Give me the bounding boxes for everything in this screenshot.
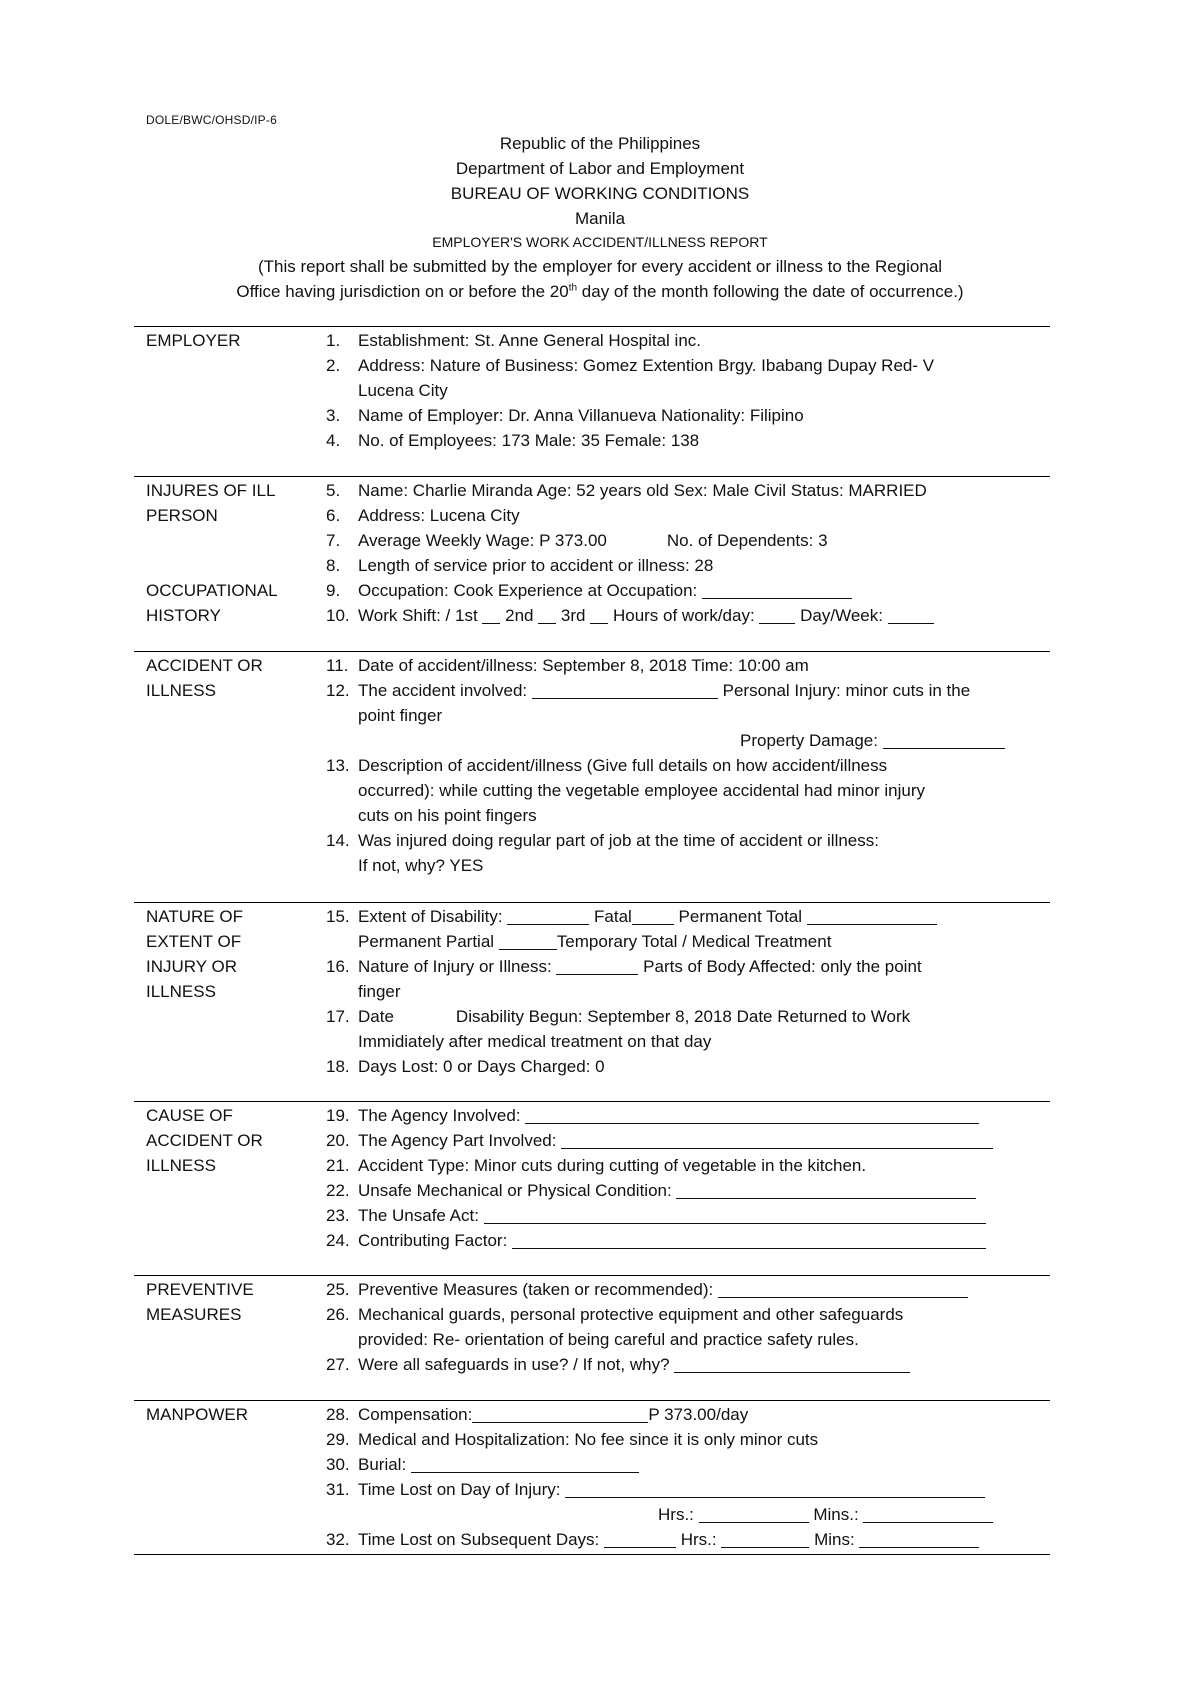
item-number: 28.	[326, 1405, 350, 1424]
blank-line	[472, 1404, 648, 1423]
item-text: Length of service prior to accident or illness: 28	[358, 556, 714, 575]
blank-line	[482, 605, 500, 624]
item-text: 2nd	[500, 606, 539, 625]
form-item-12	[326, 678, 1048, 703]
form-item-20	[326, 1128, 1048, 1153]
item-number: 30.	[326, 1455, 350, 1474]
form-item-4	[326, 428, 1048, 453]
item-text: 3rd	[556, 606, 591, 625]
blank-line	[721, 1529, 809, 1548]
header-city: Manila	[574, 209, 626, 228]
property-damage-line	[326, 728, 1048, 753]
section-label	[146, 1277, 306, 1327]
blank-line	[411, 1454, 639, 1473]
blank-line	[499, 931, 557, 950]
section-divider	[134, 902, 1050, 903]
item-number: 4.	[326, 431, 341, 450]
item-number: 25.	[326, 1280, 350, 1299]
report-header	[0, 131, 1200, 304]
section-items	[326, 478, 1048, 628]
form-item-19	[326, 1103, 1048, 1128]
blank-line	[702, 580, 852, 599]
form-item-9	[326, 578, 1048, 603]
item-number: 31.	[326, 1480, 350, 1499]
item-text: Disability Begun: September 8, 2018 Date Returned to Work	[455, 1007, 911, 1026]
label-line: INJURES OF ILL	[146, 481, 276, 500]
label-line: ILLNESS	[146, 982, 216, 1001]
item-number: 2.	[326, 356, 341, 375]
item-number: 29.	[326, 1430, 350, 1449]
blank-line	[556, 956, 638, 975]
item-text: Days Lost: 0 or Days Charged: 0	[358, 1057, 605, 1076]
section-divider	[134, 1101, 1050, 1102]
item-continuation: Immidiately after medical treatment on that day	[358, 1032, 712, 1051]
item-continuation: occurred): while cutting the vegetable employee accidental had minor injury	[358, 781, 925, 800]
section-label	[146, 1402, 306, 1427]
form-item-23	[326, 1203, 1048, 1228]
item-text: Address: Nature of Business: Gomez Extention Brgy. Ibabang Dupay Red- V	[358, 356, 935, 375]
blank-line	[759, 605, 795, 624]
label-line: ILLNESS	[146, 1156, 216, 1175]
blank-line	[512, 1230, 986, 1249]
label-line: EXTENT OF	[146, 932, 242, 951]
time-lost-hours-line	[326, 1502, 1048, 1527]
label-line: ACCIDENT OR	[146, 1131, 263, 1150]
item-text: Hrs.:	[658, 1505, 699, 1524]
report-instruction: (This report shall be submitted by the employer for every accident or illness to the Regional	[257, 257, 943, 276]
blank-line	[883, 730, 1005, 749]
section-label	[146, 328, 306, 353]
form-item-21	[326, 1153, 1048, 1178]
item-number: 32.	[326, 1530, 350, 1549]
form-item-8	[326, 553, 1048, 578]
blank-line	[632, 906, 674, 925]
form-item-15	[326, 904, 1048, 929]
form-item-13	[326, 753, 1048, 778]
section-label	[146, 904, 306, 1004]
form-item-5	[326, 478, 1048, 503]
item-text: Nature of Injury or Illness:	[358, 957, 557, 976]
item-number: 26.	[326, 1305, 350, 1324]
item-text: The Agency Involved:	[358, 1106, 526, 1125]
section-items	[326, 1277, 1048, 1377]
form-item-10	[326, 603, 1048, 628]
item-text: Mins:	[809, 1530, 860, 1549]
label-line: ACCIDENT OR	[146, 656, 263, 675]
item-text: Time Lost on Day of Injury:	[358, 1480, 566, 1499]
blank-line	[561, 1130, 993, 1149]
item-number: 16.	[326, 957, 350, 976]
item-text: The accident involved:	[358, 681, 532, 700]
item-number: 15.	[326, 907, 350, 926]
item-text: Burial:	[358, 1455, 411, 1474]
section-label	[146, 1103, 306, 1178]
section-items	[326, 1402, 1048, 1552]
form-item-17	[326, 1004, 1048, 1029]
label-line: NATURE OF	[146, 907, 243, 926]
item-text: Permanent Total	[673, 907, 807, 926]
form-item-14	[326, 828, 1048, 853]
blank-line	[538, 605, 556, 624]
label-line: PERSON	[146, 506, 218, 525]
item-number: 11.	[326, 656, 349, 675]
section-items	[326, 328, 1048, 453]
item-text: Preventive Measures (taken or recommended):	[358, 1280, 718, 1299]
item-text: Date of accident/illness: September 8, 2018 Time: 10:00 am	[358, 656, 809, 675]
blank-line	[718, 1279, 968, 1298]
item-number: 6.	[326, 506, 341, 525]
item-text: Address: Lucena City	[358, 506, 520, 525]
item-continuation: Lucena City	[358, 381, 448, 400]
item-text: Hrs.:	[676, 1530, 722, 1549]
item-text: Personal Injury: minor cuts in the	[717, 681, 971, 700]
form-item-18	[326, 1054, 1048, 1079]
blank-line	[863, 1504, 993, 1523]
item-number: 7.	[326, 531, 341, 550]
item-text: Unsafe Mechanical or Physical Condition:	[358, 1181, 677, 1200]
item-number: 19.	[326, 1106, 350, 1125]
blank-line	[590, 605, 608, 624]
section-divider	[134, 1275, 1050, 1276]
section-divider	[134, 476, 1050, 477]
item-number: 12.	[326, 681, 350, 700]
item-text: Day/Week:	[795, 606, 888, 625]
report-title: EMPLOYER'S WORK ACCIDENT/ILLNESS REPORT	[432, 234, 768, 250]
label-line: ILLNESS	[146, 681, 216, 700]
blank-line	[525, 1105, 979, 1124]
form-item-6	[326, 503, 1048, 528]
header-department: Department of Labor and Employment	[455, 159, 745, 178]
item-continuation: point finger	[358, 706, 443, 725]
header-bureau: BUREAU OF WORKING CONDITIONS	[450, 184, 750, 203]
section-items	[326, 1103, 1048, 1253]
item-text: No. of Employees: 173 Male: 35 Female: 138	[358, 431, 700, 450]
label-line: CAUSE OF	[146, 1106, 233, 1125]
instruction-text: Office having jurisdiction on or before the 20	[236, 282, 569, 301]
blank-line	[565, 1479, 985, 1498]
item-number: 17.	[326, 1007, 350, 1026]
item-text: Was injured doing regular part of job at the time of accident or illness:	[358, 831, 879, 850]
label-line: OCCUPATIONAL	[146, 581, 278, 600]
item-number: 10.	[326, 606, 350, 625]
item-continuation: If not, why? YES	[358, 856, 484, 875]
form-item-25	[326, 1277, 1048, 1302]
blank-line	[507, 906, 589, 925]
blank-line	[888, 605, 934, 624]
label-line: MEASURES	[146, 1305, 242, 1324]
form-item-29	[326, 1427, 1048, 1452]
item-number: 14.	[326, 831, 350, 850]
form-item-26	[326, 1302, 1048, 1327]
item-text: Temporary Total / Medical Treatment	[556, 932, 832, 951]
item-text: Property Damage:	[740, 731, 883, 750]
item-text: Time Lost on Subsequent Days:	[358, 1530, 605, 1549]
item-text: Date	[358, 1007, 394, 1026]
item-text: The Agency Part Involved:	[358, 1131, 562, 1150]
blank-line	[859, 1529, 979, 1548]
form-item-2	[326, 353, 1048, 378]
form-item-27	[326, 1352, 1048, 1377]
item-number: 9.	[326, 581, 341, 600]
item-continuation: finger	[358, 982, 401, 1001]
item-text: The Unsafe Act:	[358, 1206, 484, 1225]
label-line: EMPLOYER	[146, 331, 241, 350]
ordinal-suffix: th	[568, 282, 578, 294]
blank-line	[532, 680, 718, 699]
form-item-22	[326, 1178, 1048, 1203]
item-continuation	[326, 929, 1048, 954]
item-text: Name of Employer: Dr. Anna Villanueva Nationality: Filipino	[358, 406, 804, 425]
form-item-24	[326, 1228, 1048, 1253]
item-text: Were all safeguards in use? / If not, why?	[358, 1355, 675, 1374]
item-number: 1.	[326, 331, 341, 350]
item-text: Medical and Hospitalization: No fee since it is only minor cuts	[358, 1430, 819, 1449]
report-instruction-line2	[0, 279, 1200, 304]
item-number: 5.	[326, 481, 341, 500]
section-divider	[134, 1554, 1050, 1555]
header-country: Republic of the Philippines	[499, 134, 701, 153]
item-number: 3.	[326, 406, 341, 425]
blank-line	[699, 1504, 809, 1523]
section-items	[326, 653, 1048, 878]
document-code: DOLE/BWC/OHSD/IP-6	[146, 113, 277, 127]
item-text: Establishment: St. Anne General Hospital inc.	[358, 331, 702, 350]
item-text: Compensation:	[358, 1405, 473, 1424]
instruction-text-end: day of the month following the date of occurrence.)	[577, 282, 964, 301]
item-number: 8.	[326, 556, 341, 575]
item-text: Contributing Factor:	[358, 1231, 513, 1250]
form-item-11	[326, 653, 1048, 678]
item-number: 23.	[326, 1206, 350, 1225]
item-number: 21.	[326, 1156, 350, 1175]
label-line: PREVENTIVE	[146, 1280, 254, 1299]
form-item-1	[326, 328, 1048, 353]
item-text: Work Shift: / 1st	[358, 606, 483, 625]
section-divider	[134, 651, 1050, 652]
label-line: INJURY OR	[146, 957, 238, 976]
item-number: 22.	[326, 1181, 350, 1200]
item-continuation: cuts on his point fingers	[358, 806, 537, 825]
form-item-28	[326, 1402, 1048, 1427]
form-item-3	[326, 403, 1048, 428]
blank-line	[807, 906, 937, 925]
item-text: P 373.00/day	[648, 1405, 749, 1424]
item-continuation: provided: Re- orientation of being careful and practice safety rules.	[358, 1330, 859, 1349]
item-number: 27.	[326, 1355, 350, 1374]
item-text-dependents: No. of Dependents: 3	[666, 531, 828, 550]
form-item-30	[326, 1452, 1048, 1477]
item-number: 24.	[326, 1231, 350, 1250]
form-item-16	[326, 954, 1048, 979]
item-text: Parts of Body Affected: only the point	[638, 957, 922, 976]
item-number: 13.	[326, 756, 350, 775]
blank-line	[676, 1180, 976, 1199]
item-text: Extent of Disability:	[358, 907, 508, 926]
section-divider	[134, 326, 1050, 327]
item-text: Description of accident/illness (Give full details on how accident/illness	[358, 756, 888, 775]
section-label	[146, 478, 306, 628]
item-number: 18.	[326, 1057, 350, 1076]
item-text: Hours of work/day:	[608, 606, 760, 625]
form-item-31	[326, 1477, 1048, 1502]
blank-line	[484, 1205, 986, 1224]
item-text: Average Weekly Wage: P 373.00	[358, 531, 607, 550]
form-item-32	[326, 1527, 1048, 1552]
section-items	[326, 904, 1048, 1079]
blank-line	[674, 1354, 910, 1373]
section-label	[146, 653, 306, 703]
item-text: Permanent Partial	[358, 932, 499, 951]
blank-line	[604, 1529, 676, 1548]
item-text: Mechanical guards, personal protective equipment and other safeguards	[358, 1305, 904, 1324]
item-text: Accident Type: Minor cuts during cutting of vegetable in the kitchen.	[358, 1156, 867, 1175]
label-line: MANPOWER	[146, 1405, 248, 1424]
item-number: 20.	[326, 1131, 350, 1150]
item-text: Name: Charlie Miranda Age: 52 years old Sex: Male Civil Status: MARRIED	[358, 481, 927, 500]
section-divider	[134, 1400, 1050, 1401]
label-line: HISTORY	[146, 606, 221, 625]
item-text: Mins.:	[808, 1505, 864, 1524]
form-item-7	[326, 528, 1048, 553]
item-text: Occupation: Cook Experience at Occupation:	[358, 581, 702, 600]
item-text: Fatal	[589, 907, 632, 926]
